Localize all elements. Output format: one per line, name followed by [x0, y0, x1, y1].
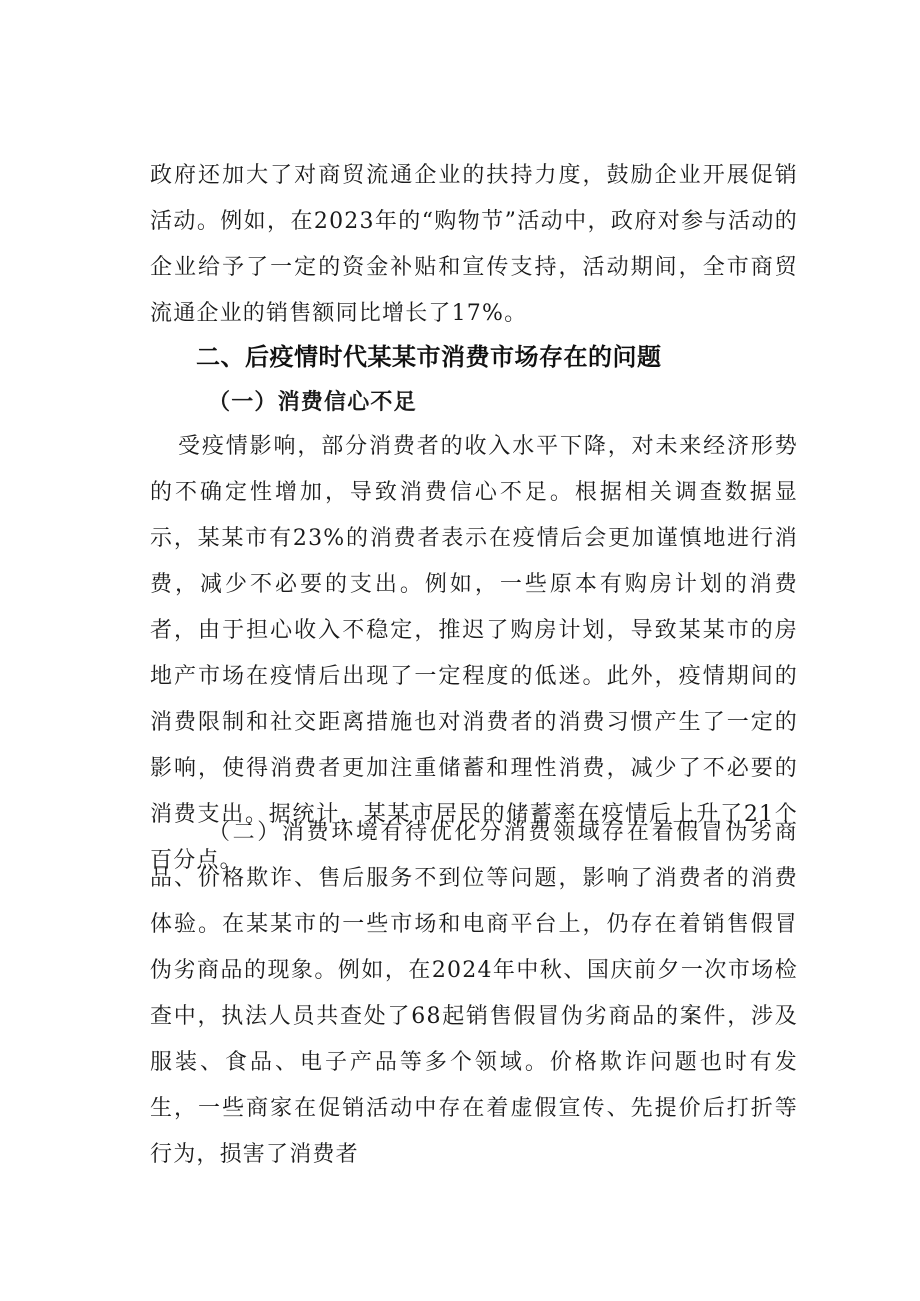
paragraph-consumer-environment: （二）消费环境有待优化分消费领域存在着假冒伪劣商品、价格欺诈、售后服务不到位等问题，影响了消费者的消费体验。在某某市的一些市场和电商平台上，仍存在着销售假冒伪劣商品的现象。例如，在2024年中秋、国庆前夕一次市场检查中，执法人员共查处了68起销售假冒伪劣商品的案件，涉及服装、食品、电子产品等多个领域。价格欺诈问题也时有发生，一些商家在促销活动中存在着虚假宣传、先提价后打折等行为，损害了消费者 — [150, 820, 798, 1167]
subsection-heading: （一）消费信心不足 — [208, 389, 417, 415]
section-heading: 二、后疫情时代某某市消费市场存在的问题 — [196, 343, 662, 371]
paragraph-consumer-confidence: 受疫情影响，部分消费者的收入水平下降，对未来经济形势的不确定性增加，导致消费信心不足。根据相关调查数据显示，某某市有23%的消费者表示在疫情后会更加谨慎地进行消费，减少不必要的支出。例如，一些原本有购房计划的消费者，由于担心收入不稳定，推迟了购房计划，导致某某市的房地产市场在疫情后出现了一定程度的低迷。此外，疫情期间的消费限制和社交距离措施也对消费者的消费习惯产生了一定的影响，使得消费者更加注重储蓄和理性消费，减少了不必要的消费支出。据统计，某某市居民的储蓄率在疫情后上升了21个百分点。 — [150, 434, 798, 873]
paragraph-intro: 政府还加大了对商贸流通企业的扶持力度，鼓励企业开展促销活动。例如，在2023年的“购物节”活动中，政府对参与活动的企业给予了一定的资金补贴和宣传支持，活动期间，全市商贸流通企业的销售额同比增长了17%。 — [150, 163, 798, 326]
